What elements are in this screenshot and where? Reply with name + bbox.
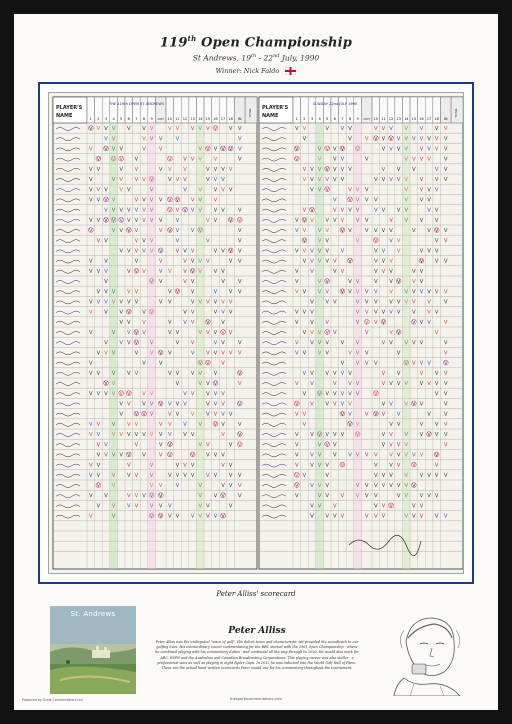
player-name-header-label: NAME <box>56 113 73 119</box>
website-link[interactable]: thesportscommentators.com <box>229 697 283 701</box>
highlight-column <box>354 123 362 569</box>
bio-name: Peter Alliss <box>228 626 286 636</box>
highlight-column <box>110 123 118 569</box>
hole-number: 1 <box>295 117 298 121</box>
hole-number: OUT <box>157 117 164 121</box>
hole-number: 6 <box>333 117 336 121</box>
hole-number: 10 <box>373 117 379 121</box>
highlight-column <box>402 123 410 569</box>
hole-number: OUT <box>363 117 370 121</box>
bio-text: Peter Alliss was the undisputed "voice of golf". His dulcet tones and characteristic wit provided the soundtrack to our golfing lives. His extraordinary career commentating for the BBC started with the 1961 Open Championship - where he combined playing with his commentary duties - and continued all the way through to 2020. He would also work for ABC, ESPN and the Australian and Canadian Broadcasting Corporations. This playing career was also stellar - a professional wins as well as playing in eight Ryder Cups. In 2012 he was inducted into the World Golf Hall of Fame. These are the actual hand-written scorecards Peter would use for his commentary throughout the tournament. <box>155 640 359 671</box>
hole-number: 11 <box>175 117 180 121</box>
handwritten-title: THE 119th OPEN ST ANDREWS <box>109 102 165 106</box>
hole-number: 17 <box>426 117 432 121</box>
hole-number: 6 <box>127 117 130 121</box>
hole-number: 16 <box>213 117 218 121</box>
player-name-header-label: PLAYER'S <box>56 105 83 111</box>
player-name-header-label: NAME <box>262 113 279 119</box>
hole-number: 9 <box>356 117 359 121</box>
hole-number: IN <box>237 117 242 121</box>
scorecard-caption: Peter Alliss' scorecard <box>216 590 296 598</box>
hole-number: IN <box>443 117 448 121</box>
hole-number: 7 <box>135 117 138 121</box>
highlight-column <box>196 123 204 569</box>
hole-number: 8 <box>142 117 146 121</box>
page-subtitle: St Andrews, 19th - 22nd July, 1990 <box>192 53 320 63</box>
highlight-column <box>148 123 156 569</box>
st-andrews-painting <box>50 606 136 694</box>
hole-number: 13 <box>190 117 195 121</box>
hole-number: 15 <box>205 117 211 121</box>
hole-number: 13 <box>396 117 401 121</box>
winner-line: Winner: Nick Faldo <box>14 67 498 75</box>
hole-number: 7 <box>341 117 344 121</box>
hole-number: 14 <box>403 117 409 121</box>
page-title: 119th Open Championship <box>159 34 353 51</box>
hole-number: 2 <box>303 117 306 121</box>
scorecard-frame <box>38 82 474 584</box>
hole-number: 10 <box>167 117 173 121</box>
hole-number: 15 <box>411 117 417 121</box>
hole-number: 18 <box>228 117 233 121</box>
hole-number: 2 <box>97 117 100 121</box>
highlight-column <box>316 123 324 569</box>
hole-number: 5 <box>326 117 329 121</box>
hole-number: 12 <box>388 117 394 121</box>
scorecard-grid <box>49 93 464 574</box>
painting-title: St. Andrews <box>70 610 116 618</box>
player-name-header-label: PLAYER'S <box>262 105 289 111</box>
hole-number: 12 <box>182 117 188 121</box>
england-flag-icon <box>285 67 296 75</box>
producer-credit: Produced by Great Commentators Ltd <box>22 698 83 702</box>
hole-number: 14 <box>197 117 203 121</box>
poster <box>14 14 498 710</box>
handwritten-date: SUNDAY 22nd JULY 1990 <box>313 102 358 106</box>
hole-number: 3 <box>310 117 314 121</box>
hole-number: 18 <box>434 117 439 121</box>
total-header: TOTAL <box>248 108 253 118</box>
peter-alliss-portrait <box>384 608 470 696</box>
hole-number: 11 <box>381 117 386 121</box>
total-header: TOTAL <box>454 108 459 118</box>
hole-number: 1 <box>89 117 92 121</box>
hole-number: 4 <box>318 117 321 121</box>
hole-number: 16 <box>419 117 424 121</box>
hole-number: 3 <box>104 117 108 121</box>
scorecard-image <box>48 92 464 574</box>
hole-number: 9 <box>150 117 153 121</box>
hole-number: 5 <box>120 117 123 121</box>
hole-number: 8 <box>348 117 352 121</box>
hole-number: 4 <box>112 117 115 121</box>
hole-number: 17 <box>220 117 226 121</box>
